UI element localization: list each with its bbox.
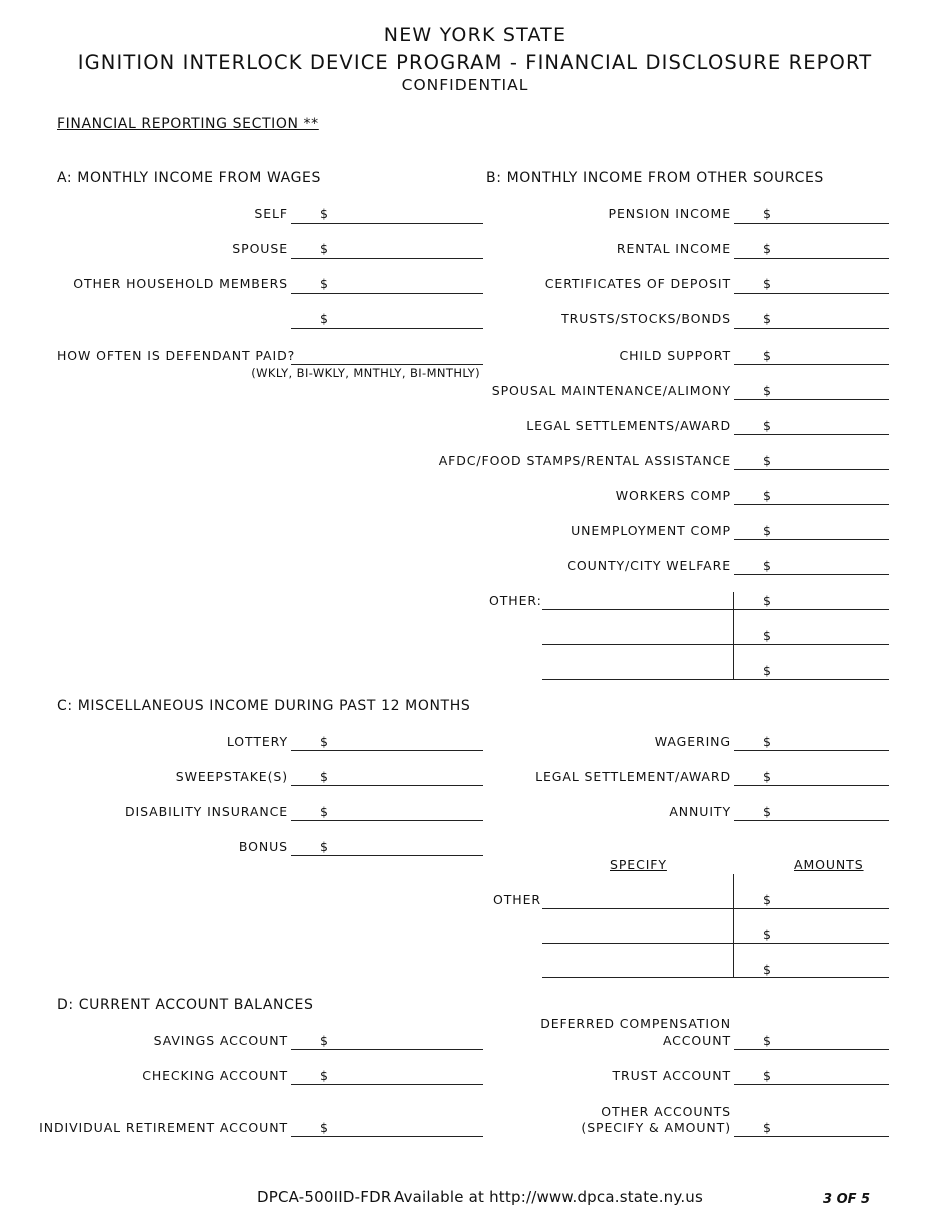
b-other-specify-1[interactable] (542, 590, 732, 610)
checking-label: CHECKING ACCOUNT (142, 1068, 288, 1083)
alimony-field[interactable] (734, 380, 889, 400)
field-underline (291, 820, 483, 821)
amounts-header: AMOUNTS (794, 857, 864, 872)
c-other-amount-3[interactable] (735, 959, 889, 979)
sweepstakes-field[interactable] (291, 766, 483, 786)
pension-field[interactable] (734, 204, 889, 224)
field-underline (542, 644, 889, 645)
trust-field[interactable] (734, 1065, 889, 1085)
dollar-sign: $ (320, 734, 328, 749)
form-id: DPCA-500IID-FDR (257, 1188, 392, 1206)
child-support-field[interactable] (734, 345, 889, 365)
dollar-sign: $ (320, 769, 328, 784)
lottery-field[interactable] (291, 731, 483, 751)
c-other-amount-2[interactable] (735, 924, 889, 944)
paid-frequency-hint: (WKLY, BI-WKLY, MNTHLY, BI-MNTHLY) (251, 366, 480, 380)
field-underline (734, 539, 889, 540)
field-underline (542, 609, 889, 610)
field-underline (542, 943, 889, 944)
deferred-label-line2: ACCOUNT (662, 1033, 731, 1048)
workers-comp-label: WORKERS COMP (615, 488, 731, 503)
field-underline (734, 328, 889, 329)
spouse-label: SPOUSE (232, 241, 288, 256)
dollar-sign: $ (320, 1120, 328, 1135)
dollar-sign: $ (763, 1068, 771, 1083)
b-other-amount-1[interactable] (735, 590, 889, 610)
trust-label: TRUST ACCOUNT (612, 1068, 731, 1083)
section-d-title: D: CURRENT ACCOUNT BALANCES (57, 997, 314, 1013)
field-underline (291, 855, 483, 856)
dollar-sign: $ (763, 593, 771, 608)
bonus-field[interactable] (291, 836, 483, 856)
field-underline (734, 820, 889, 821)
afdc-label: AFDC/FOOD STAMPS/RENTAL ASSISTANCE (438, 453, 731, 468)
dollar-sign: $ (763, 927, 771, 942)
dollar-sign: $ (763, 348, 771, 363)
annuity-label: ANNUITY (669, 804, 731, 819)
dollar-sign: $ (763, 769, 771, 784)
c-other-specify-3[interactable] (542, 959, 732, 979)
b-other-label: OTHER: (489, 593, 542, 608)
household-income-field[interactable] (291, 274, 483, 294)
dollar-sign: $ (763, 1120, 771, 1135)
dollar-sign: $ (763, 206, 771, 221)
bonus-label: BONUS (238, 839, 288, 854)
dollar-sign: $ (763, 453, 771, 468)
cd-label: CERTIFICATES OF DEPOSIT (544, 276, 731, 291)
deferred-label-line1: DEFERRED COMPENSATION (540, 1016, 731, 1031)
unemployment-field[interactable] (734, 520, 889, 540)
field-underline (734, 223, 889, 224)
dollar-sign: $ (763, 558, 771, 573)
section-a-title: A: MONTHLY INCOME FROM WAGES (57, 170, 321, 186)
field-underline (291, 258, 483, 259)
paid-frequency-label: HOW OFTEN IS DEFENDANT PAID? (57, 348, 296, 363)
dollar-sign: $ (763, 311, 771, 326)
other-accounts-label-line1: OTHER ACCOUNTS (601, 1104, 731, 1119)
other-accounts-label-line2: (SPECIFY & AMOUNT) (581, 1120, 731, 1135)
rental-label: RENTAL INCOME (616, 241, 731, 256)
paid-frequency-field[interactable] (291, 345, 483, 365)
child-support-label: CHILD SUPPORT (619, 348, 731, 363)
field-underline (734, 399, 889, 400)
household-label: OTHER HOUSEHOLD MEMBERS (73, 276, 288, 291)
savings-label: SAVINGS ACCOUNT (153, 1033, 288, 1048)
field-underline (734, 434, 889, 435)
dollar-sign: $ (320, 206, 328, 221)
disability-field[interactable] (291, 801, 483, 821)
c-other-label: OTHER (493, 892, 541, 907)
dollar-sign: $ (763, 488, 771, 503)
table-divider (733, 874, 734, 978)
c-other-specify-1[interactable] (542, 889, 732, 909)
c-other-specify-2[interactable] (542, 924, 732, 944)
field-underline (291, 293, 483, 294)
page-title: IGNITION INTERLOCK DEVICE PROGRAM - FINANCIAL DISCLOSURE REPORT (77, 51, 873, 74)
dollar-sign: $ (763, 418, 771, 433)
self-income-field[interactable] (291, 204, 483, 224)
dollar-sign: $ (320, 1033, 328, 1048)
alimony-label: SPOUSAL MAINTENANCE/ALIMONY (491, 383, 731, 398)
ira-field[interactable] (291, 1117, 483, 1137)
field-underline (734, 293, 889, 294)
field-underline (734, 364, 889, 365)
dollar-sign: $ (320, 1068, 328, 1083)
b-other-specify-3[interactable] (542, 660, 732, 680)
welfare-field[interactable] (734, 555, 889, 575)
dollar-sign: $ (763, 962, 771, 977)
field-underline (291, 1084, 483, 1085)
section-b-title: B: MONTHLY INCOME FROM OTHER SOURCES (486, 170, 824, 186)
field-underline (734, 1049, 889, 1050)
extra-income-field[interactable] (291, 309, 483, 329)
rental-field[interactable] (734, 239, 889, 259)
trusts-label: TRUSTS/STOCKS/BONDS (561, 311, 731, 326)
specify-header: SPECIFY (610, 857, 667, 872)
dollar-sign: $ (320, 839, 328, 854)
savings-field[interactable] (291, 1030, 483, 1050)
sweepstakes-label: SWEEPSTAKE(S) (175, 769, 288, 784)
wagering-field[interactable] (734, 731, 889, 751)
availability-note: Available at http://www.dpca.state.ny.us (394, 1188, 704, 1206)
wagering-label: WAGERING (654, 734, 731, 749)
dollar-sign: $ (763, 663, 771, 678)
b-other-specify-2[interactable] (542, 625, 732, 645)
field-underline (291, 364, 483, 365)
dollar-sign: $ (763, 1033, 771, 1048)
dollar-sign: $ (763, 734, 771, 749)
afdc-field[interactable] (734, 450, 889, 470)
page-number: 3 OF 5 (823, 1192, 871, 1207)
dollar-sign: $ (763, 383, 771, 398)
ira-label: INDIVIDUAL RETIREMENT ACCOUNT (39, 1120, 288, 1135)
dollar-sign: $ (320, 276, 328, 291)
field-underline (291, 223, 483, 224)
confidential-label: CONFIDENTIAL (401, 76, 529, 94)
dollar-sign: $ (320, 241, 328, 256)
field-underline (291, 1136, 483, 1137)
field-underline (542, 908, 889, 909)
dollar-sign: $ (320, 804, 328, 819)
dollar-sign: $ (763, 804, 771, 819)
other-accounts-field[interactable] (734, 1117, 889, 1137)
field-underline (291, 1049, 483, 1050)
field-underline (734, 785, 889, 786)
settlements-field[interactable] (734, 415, 889, 435)
field-underline (734, 1084, 889, 1085)
field-underline (734, 258, 889, 259)
dollar-sign: $ (763, 628, 771, 643)
trusts-field[interactable] (734, 309, 889, 329)
unemployment-label: UNEMPLOYMENT COMP (571, 523, 731, 538)
deferred-field[interactable] (734, 1030, 889, 1050)
settlements-label: LEGAL SETTLEMENTS/AWARD (526, 418, 731, 433)
dollar-sign: $ (763, 241, 771, 256)
dollar-sign: $ (763, 892, 771, 907)
c-other-amount-1[interactable] (735, 889, 889, 909)
field-underline (291, 785, 483, 786)
field-underline (734, 574, 889, 575)
dollar-sign: $ (763, 276, 771, 291)
pension-label: PENSION INCOME (608, 206, 731, 221)
legal-settlement-field[interactable] (734, 766, 889, 786)
b-other-amount-2[interactable] (735, 625, 889, 645)
field-underline (542, 977, 889, 978)
field-underline (734, 1136, 889, 1137)
dollar-sign: $ (320, 311, 328, 326)
dollar-sign: $ (763, 523, 771, 538)
spouse-income-field[interactable] (291, 239, 483, 259)
b-other-amount-3[interactable] (735, 660, 889, 680)
table-divider (733, 592, 734, 680)
annuity-field[interactable] (734, 801, 889, 821)
field-underline (291, 750, 483, 751)
checking-field[interactable] (291, 1065, 483, 1085)
field-underline (734, 504, 889, 505)
field-underline (542, 679, 889, 680)
section-c-title: C: MISCELLANEOUS INCOME DURING PAST 12 MONTHS (57, 698, 471, 714)
field-underline (291, 328, 483, 329)
header-state: NEW YORK STATE (383, 24, 567, 46)
field-underline (734, 750, 889, 751)
legal-settlement-label: LEGAL SETTLEMENT/AWARD (535, 769, 731, 784)
field-underline (734, 469, 889, 470)
welfare-label: COUNTY/CITY WELFARE (567, 558, 731, 573)
lottery-label: LOTTERY (226, 734, 288, 749)
cd-field[interactable] (734, 274, 889, 294)
section-title: FINANCIAL REPORTING SECTION ** (57, 116, 319, 132)
self-label: SELF (254, 206, 288, 221)
disability-label: DISABILITY INSURANCE (124, 804, 288, 819)
workers-comp-field[interactable] (734, 485, 889, 505)
